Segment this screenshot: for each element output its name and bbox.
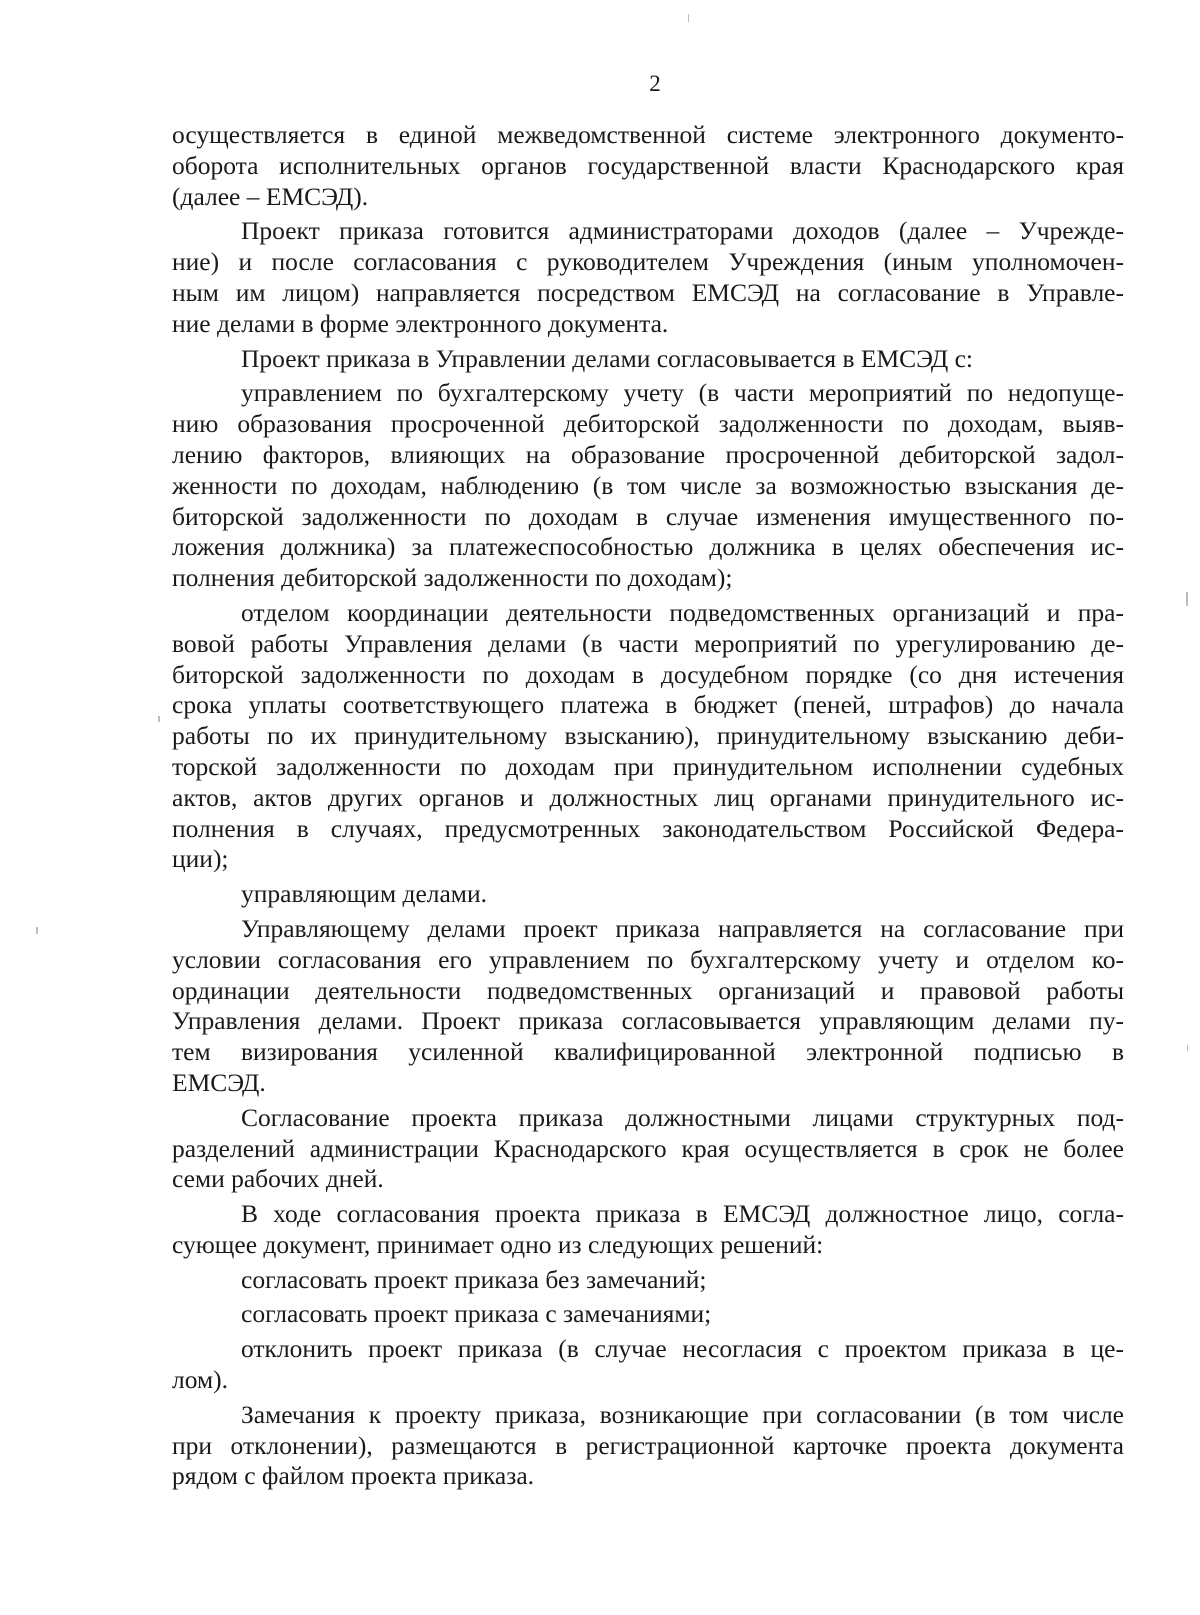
- paragraph: [172, 378, 1124, 594]
- paragraph: [172, 914, 1124, 1099]
- scan-speck: [1186, 592, 1188, 606]
- text-line: ции);: [172, 844, 229, 874]
- paragraph: [172, 1199, 1124, 1261]
- scan-speck: [1187, 1045, 1188, 1051]
- paragraph: [172, 1334, 1124, 1396]
- text-line: Управляющему делами проект приказа направляется на согласование при: [241, 913, 1124, 943]
- text-line: срока уплаты соответствующего платежа в бюджет (пеней, штрафов) до начала: [172, 690, 1124, 720]
- text-line: тем визирования усиленной квалифицированной электронной подписью в: [172, 1037, 1124, 1067]
- text-line: оборота исполнительных органов государственной власти Краснодарского края: [172, 150, 1124, 180]
- text-line: при отклонении), размещаются в регистрационной карточке проекта документа: [172, 1430, 1124, 1460]
- scan-speck: [688, 14, 689, 22]
- text-line: разделений администрации Краснодарского края осуществляется в срок не более: [172, 1133, 1124, 1163]
- text-line: осуществляется в единой межведомственной системе электронного документо-: [172, 120, 1124, 149]
- text-line: ние) и после согласования с руководителем Учреждения (иным уполномочен-: [172, 247, 1124, 277]
- document-body: [172, 120, 1124, 1492]
- text-line: управлением по бухгалтерскому учету (в части мероприятий по недопуще-: [241, 378, 1124, 408]
- text-line: отклонить проект приказа (в случае несогласия с проектом приказа в це-: [241, 1334, 1124, 1364]
- paragraph: [172, 216, 1124, 339]
- text-line: актов, актов других органов и должностных лиц органами принудительного ис-: [172, 782, 1124, 812]
- text-line: ложения должника) за платежеспособностью должника в целях обеспечения ис-: [172, 532, 1124, 562]
- scan-speck: [158, 716, 160, 722]
- text-line: ние делами в форме электронного документа.: [172, 308, 669, 338]
- text-line: ЕМСЭД.: [172, 1067, 266, 1097]
- paragraph: [172, 1265, 1124, 1296]
- text-line: биторской задолженности по доходам в досудебном порядке (со дня истечения: [172, 659, 1124, 689]
- text-line: сующее документ, принимает одно из следующих решений:: [172, 1229, 824, 1259]
- text-line: (далее – ЕМСЭД).: [172, 181, 369, 211]
- text-line: условии согласования его управлением по бухгалтерскому учету и отделом ко-: [172, 944, 1124, 974]
- text-line: В ходе согласования проекта приказа в ЕМСЭД должностное лицо, согла-: [241, 1199, 1124, 1229]
- text-line: торской задолженности по доходам при принудительном исполнении судебных: [172, 751, 1124, 781]
- page-number: 2: [649, 71, 661, 96]
- text-line: ординации деятельности подведомственных организаций и правовой работы: [172, 975, 1124, 1005]
- text-line: полнения в случаях, предусмотренных законодательством Российской Федера-: [172, 813, 1124, 843]
- text-line: отделом координации деятельности подведомственных организаций и пра-: [241, 597, 1124, 627]
- text-line: рядом с файлом проекта приказа.: [172, 1461, 535, 1491]
- paragraph: [172, 598, 1124, 875]
- paragraph: [172, 344, 1124, 375]
- scan-speck: [36, 927, 38, 934]
- text-line: работы по их принудительному взысканию), принудительному взысканию деби-: [172, 721, 1124, 751]
- paragraph: [172, 879, 1124, 910]
- text-line: полнения дебиторской задолженности по доходам);: [172, 563, 733, 593]
- text-line: Согласование проекта приказа должностными лицами структурных под-: [241, 1102, 1124, 1132]
- text-line: Управления делами. Проект приказа согласовывается управляющим делами пу-: [172, 1006, 1124, 1036]
- text-line: согласовать проект приказа с замечаниями;: [241, 1299, 712, 1329]
- text-line: Проект приказа готовится администраторами доходов (далее – Учрежде-: [241, 216, 1124, 246]
- text-line: ным им лицом) направляется посредством ЕМСЭД на согласование в Управле-: [172, 277, 1124, 307]
- text-line: лом).: [172, 1365, 228, 1395]
- text-line: управляющим делами.: [241, 879, 487, 909]
- text-line: нию образования просроченной дебиторской задолженности по доходам, выяв-: [172, 409, 1124, 439]
- text-line: лению факторов, влияющих на образование просроченной дебиторской задол-: [172, 439, 1124, 469]
- text-line: Замечания к проекту приказа, возникающие при согласовании (в том числе: [241, 1399, 1124, 1429]
- text-line: Проект приказа в Управлении делами согласовывается в ЕМСЭД с:: [241, 343, 974, 373]
- text-line: женности по доходам, наблюдению (в том числе за возможностью взыскания де-: [172, 470, 1124, 500]
- text-line: вовой работы Управления делами (в части мероприятий по урегулированию де-: [172, 628, 1124, 658]
- paragraph: [172, 1103, 1124, 1195]
- paragraph: [172, 1400, 1124, 1492]
- paragraph: [172, 120, 1124, 212]
- text-line: семи рабочих дней.: [172, 1164, 384, 1194]
- text-line: биторской задолженности по доходам в случае изменения имущественного по-: [172, 501, 1124, 531]
- text-line: согласовать проект приказа без замечаний;: [241, 1264, 707, 1294]
- paragraph: [172, 1299, 1124, 1330]
